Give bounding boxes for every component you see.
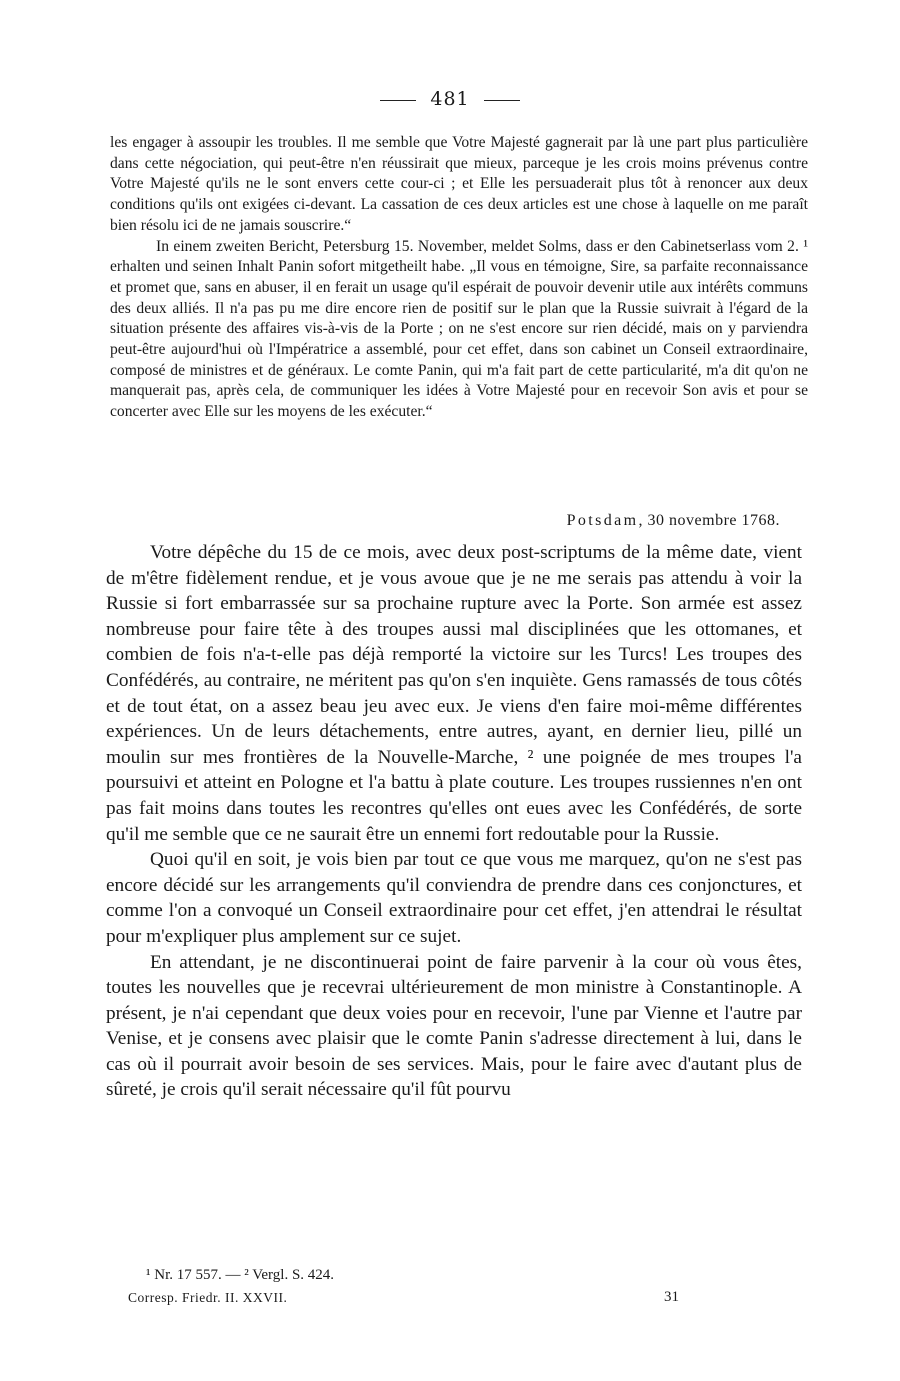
report-paragraph: In einem zweiten Bericht, Petersburg 15. November, meldet Solms, dass er den Cabinetserlass vom 2. ¹ erhalten und seinen Inhalt Panin sofort mitgetheilt habe. „Il vous en témoigne, Sire, sa parfaite reconnaissance et promet que, sans en abuser, il en ferait un usage qu'il espérait de pouvoir devenir utile aux intérêts communs des deux alliés. Il n'a pas pu me dire encore rien de positif sur le plan que la Russie suivrait à l'égard de la situation présente des affaires vis-à-vis de la Porte ; on ne s'est encore sur rien décidé, mais on y parviendra peut-être aujourd'hui où l'Impératrice a assemblé, pour cet effet, dans son cabinet un Conseil extraordinaire, composé de ministres et de généraux. Le comte Panin, qui m'a fait part de cette particularité, m'a dit qu'on ne manquerait pas, après cela, de communiquer les idées à Votre Majesté pour en recevoir Son avis et pour se concerter avec Elle sur les moyens de les exécuter.“ <box>110 237 808 421</box>
page-number: 481 <box>430 88 470 110</box>
dateline <box>110 512 780 530</box>
signature-number: 31 <box>664 1289 679 1305</box>
letter-paragraph: En attendant, je ne discontinuerai point de faire parvenir à la cour où vous êtes, toutes les nouvelles que je recevrai ultérieurement de mon ministre à Constantinople. A présent, je n'ai cependant que deux voies pour en recevoir, l'une par Vienne et l'autre par Venise, et je consens avec plaisir que le comte Panin s'adresse directement à lui, dans le cas où il pourrait avoir besoin de ses services. Mais, pour le faire avec d'autant plus de sûreté, je crois qu'il serait nécessaire qu'il fût pourvu <box>106 951 802 1101</box>
letter-body <box>106 540 802 1103</box>
dateline-place: Potsdam <box>566 512 639 529</box>
footnotes: ¹ Nr. 17 557. — ² Vergl. S. 424. <box>146 1267 335 1283</box>
letter-paragraph: Votre dépêche du 15 de ce mois, avec deux post-scriptums de la même date, vient de m'être fidèlement rendue, et je vous avoue que je ne me serais pas attendu à voir la Russie si fort embarrassée sur sa prochaine rupture avec la Porte. Son armée est assez nombreuse pour faire tête à des troupes aussi mal disciplinées que les ottomanes, et combien de fois n'a-t-elle pas déjà remporté la victoire sur les Turcs! Les troupes des Confédérés, au contraire, ne méritent pas qu'on s'en inquiète. Gens ramassés de tous côtés et de tout état, on a assez beau jeu avec eux. Je viens d'en faire moi-même différentes expériences. Un de leurs détachements, entre autres, ayant, en dernier lieu, pillé un moulin sur mes frontières de la Nouvelle-Marche, ² une poignée de mes troupes l'a poursuivi et atteint en Pologne et l'a battu à plate couture. Les troupes russiennes n'en ont pas fait moins dans toutes les recontres qu'elles ont eues avec les Confédérés, de sorte qu'il me semble que ce ne saurait être un ennemi fort redoutable pour la Russie. <box>106 542 802 845</box>
header-rule-left <box>380 100 416 101</box>
report-block <box>110 133 808 423</box>
header-rule-right <box>484 100 520 101</box>
dateline-date: , 30 novembre 1768. <box>638 512 780 529</box>
signature-line: Corresp. Friedr. II. XXVII. <box>128 1290 288 1305</box>
page-header <box>0 88 900 110</box>
letter-paragraph: Quoi qu'il en soit, je vois bien par tout ce que vous me marquez, qu'on ne s'est pas encore décidé sur les arrangements qu'il conviendra de prendre dans ces conjonctures, et comme l'on a convoqué un Conseil extraordinaire pour cet effet, j'en attendrai le résultat pour m'expliquer plus amplement sur ce sujet. <box>106 849 802 947</box>
report-paragraph: les engager à assoupir les troubles. Il me semble que Votre Majesté gagnerait par là une part plus particulière dans cette négociation, qui peut-être n'en réussirait que mieux, parceque je les crois moins prévenus contre Votre Majesté qu'ils ne le sont envers cette cour-ci ; et Elle les persuaderait plus tôt à renoncer aux deux conditions qu'ils ont exigées ci-devant. La cassation de ces deux articles est une chose à laquelle on me paraît bien résolu ici de ne jamais souscrire.“ <box>110 134 808 234</box>
